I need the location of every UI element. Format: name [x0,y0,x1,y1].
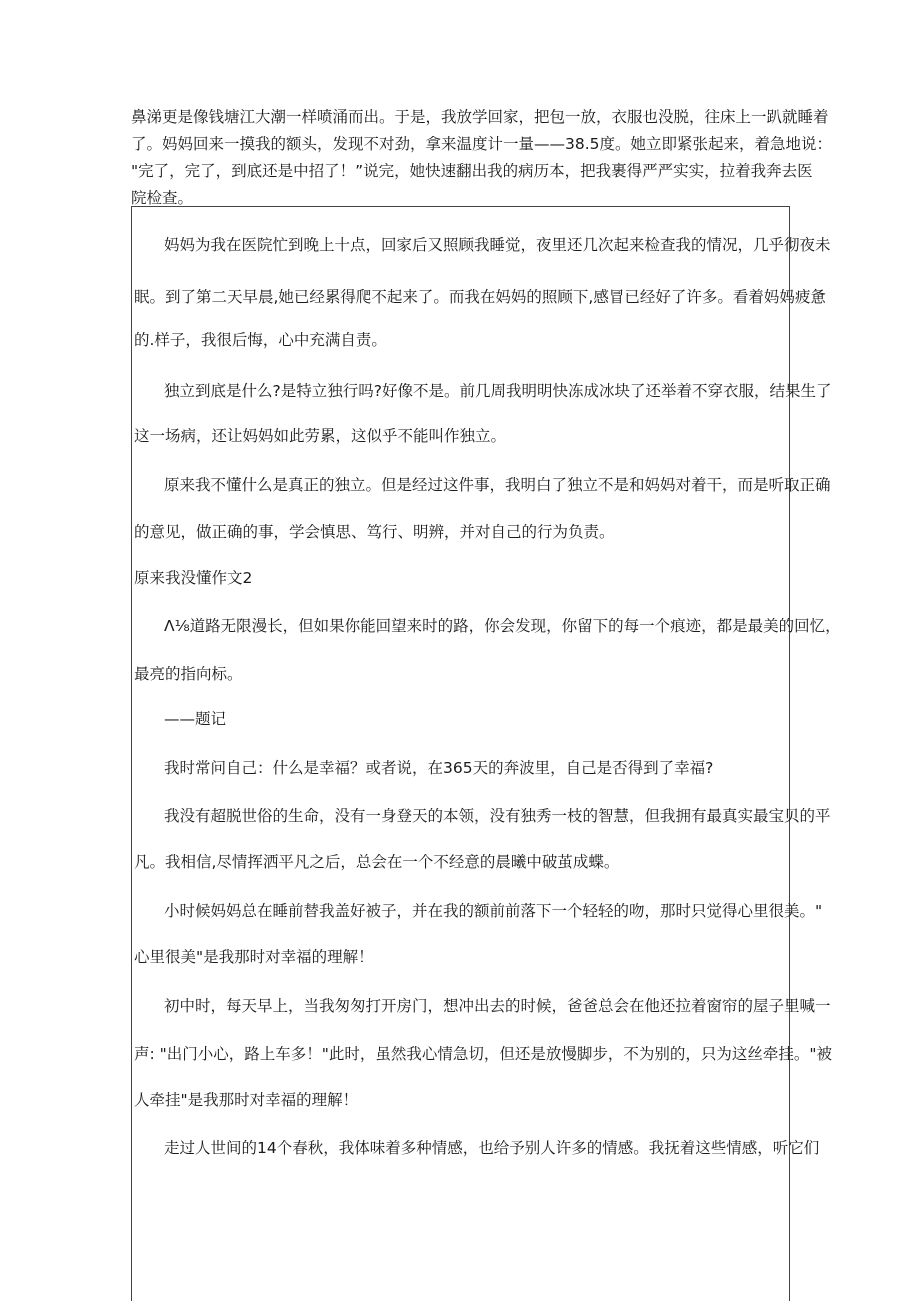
text-line: 凡。我相信,尽情挥洒平凡之后，总会在一个不经意的晨曦中破茧成蝶。 [134,853,620,871]
text-line: 人牵挂"是我那时对幸福的理解！ [134,1091,359,1109]
text-line: 的.样子，我很后悔，心中充满自责。 [134,331,387,349]
text-line: 最亮的指向标。 [134,665,243,683]
text-line: "完了，完了，到底还是中招了！”说完，她快速翻出我的病历本，把我裹得严严实实，拉着我奔去医 [131,162,813,180]
text-line: 的意见，做正确的事，学会慎思、笃行、明辨，并对自己的行为负责。 [134,523,615,541]
text-line: 原来我不懂什么是真正的独立。但是经过这件事，我明白了独立不是和妈妈对着干，而是听取正确 [164,476,831,494]
text-line: 妈妈为我在医院忙到晚上十点，回家后又照顾我睡觉，夜里还几次起来检查我的情况，几乎彻夜未 [164,236,831,254]
inscription-line: ——题记 [164,710,227,728]
text-line: 初中时，每天早上，当我匆匆打开房门，想冲出去的时候，爸爸总会在他还拉着窗帘的屋子里喊一 [164,997,831,1015]
text-line: 声: "出门小心，路上车多！"此时，虽然我心情急切，但还是放慢脚步，不为别的，只为这丝牵挂。"被 [134,1045,833,1063]
text-line: 小时候妈妈总在睡前替我盖好被子，并在我的额前前落下一个轻轻的吻，那时只觉得心里很美。" [164,902,823,920]
intro-paragraph [131,104,833,212]
text-line: 走过人世间的14个春秋，我体味着多种情感，也给予别人许多的情感。我抚着这些情感，听它们 [164,1139,820,1157]
section-title: 原来我没懂作文2 [134,569,253,587]
text-line: 眠。到了第二天早晨,她已经累得爬不起来了。而我在妈妈的照顾下,感冒已经好了许多。看着妈妈疲惫 [134,288,826,306]
text-line: 了。妈妈回来一摸我的额头，发现不对劲，拿来温度计一量——38.5度。她立即紧张起来，着急地说： [131,135,833,153]
text-line: 这一场病，还让妈妈如此劳累，这似乎不能叫作独立。 [134,427,507,445]
text-line: 鼻涕更是像钱塘江大潮一样喷涌而出。于是，我放学回家，把包一放，衣服也没脱，往床上一趴就睡着 [131,108,829,126]
text-line: 独立到底是什么?是特立独行吗?好像不是。前几周我明明快冻成冰块了还举着不穿衣服，结果生了 [164,382,832,400]
bordered-text-box [131,206,841,1301]
text-line: 院检查。 [131,189,194,207]
text-line: 我没有超脱世俗的生命，没有一身登天的本领，没有独秀一枝的智慧，但我拥有最真实最宝贝的平 [164,807,831,825]
text-line: Λ⅛道路无限漫长，但如果你能回望来时的路，你会发现，你留下的每一个痕迹，都是最美的回忆， [164,617,841,635]
text-line: 我时常问自己：什么是幸福？或者说，在365天的奔波里，自己是否得到了幸福? [164,759,714,777]
text-line: 心里很美"是我那时对幸福的理解！ [134,948,374,966]
